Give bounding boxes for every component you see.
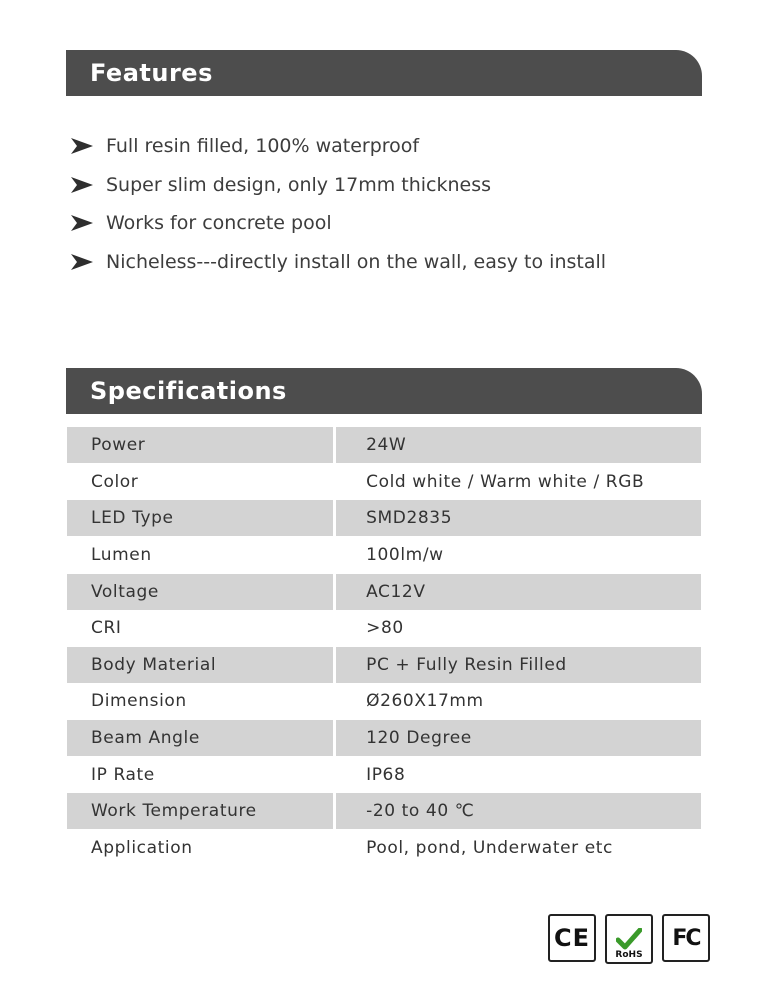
spec-label: LED Type (67, 500, 333, 536)
feature-text: Super slim design, only 17mm thickness (106, 173, 492, 196)
feature-text: Works for concrete pool (106, 212, 332, 235)
spec-label: Color (91, 471, 139, 492)
spec-row (67, 500, 701, 537)
spec-label: IP Rate (91, 764, 155, 785)
spec-value: SMD2835 (336, 500, 701, 536)
features-list (70, 127, 606, 281)
spec-value: Pool, pond, Underwater etc (366, 837, 614, 858)
spec-value: PC + Fully Resin Filled (336, 647, 701, 683)
arrow-bullet-icon (70, 214, 94, 232)
rohs-mark-icon (605, 914, 653, 964)
spec-value: -20 to 40 ℃ (336, 793, 701, 829)
arrow-bullet-icon (70, 137, 94, 155)
spec-row (67, 830, 701, 867)
feature-item (70, 243, 606, 282)
spec-value: AC12V (336, 574, 701, 610)
spec-row (67, 537, 701, 574)
fcc-mark-icon (662, 914, 710, 962)
specifications-title: Specifications (90, 377, 287, 405)
feature-item (70, 204, 606, 243)
feature-text: Nicheless---directly install on the wall, easy to install (106, 250, 607, 273)
feature-text: Full resin filled, 100% waterproof (106, 135, 420, 158)
spec-value: Ø260X17mm (366, 691, 484, 712)
feature-item (70, 166, 606, 205)
specifications-header-bar (66, 368, 702, 414)
ce-mark-text: CE (553, 924, 590, 952)
spec-row (67, 647, 701, 684)
spec-row (67, 573, 701, 610)
arrow-bullet-icon (70, 176, 94, 194)
rohs-mark-text: RoHS (615, 950, 643, 960)
spec-row (67, 793, 701, 830)
spec-value: Cold white / Warm white / RGB (366, 471, 645, 492)
spec-label: Voltage (67, 574, 333, 610)
spec-label: Body Material (67, 647, 333, 683)
spec-row (67, 610, 701, 647)
spec-label: Power (67, 427, 333, 463)
features-header-bar (66, 50, 702, 96)
spec-label: Dimension (91, 691, 187, 712)
spec-row (67, 683, 701, 720)
spec-value: 100lm/w (366, 545, 444, 566)
certification-marks (548, 914, 710, 964)
fcc-mark-text: FC (672, 925, 700, 951)
arrow-bullet-icon (70, 253, 94, 271)
features-title: Features (90, 59, 213, 87)
specifications-table (67, 427, 701, 866)
spec-label: Application (91, 837, 193, 858)
spec-label: Work Temperature (67, 793, 333, 829)
spec-value: >80 (366, 618, 404, 639)
spec-label: CRI (91, 618, 122, 639)
spec-value: 120 Degree (336, 720, 701, 756)
feature-item (70, 127, 606, 166)
checkmark-icon (616, 928, 642, 950)
spec-label: Beam Angle (67, 720, 333, 756)
spec-row (67, 427, 701, 464)
spec-row (67, 756, 701, 793)
spec-row (67, 720, 701, 757)
spec-value: IP68 (366, 764, 406, 785)
spec-label: Lumen (91, 545, 152, 566)
spec-row (67, 464, 701, 501)
spec-value: 24W (336, 427, 701, 463)
ce-mark-icon (548, 914, 596, 962)
